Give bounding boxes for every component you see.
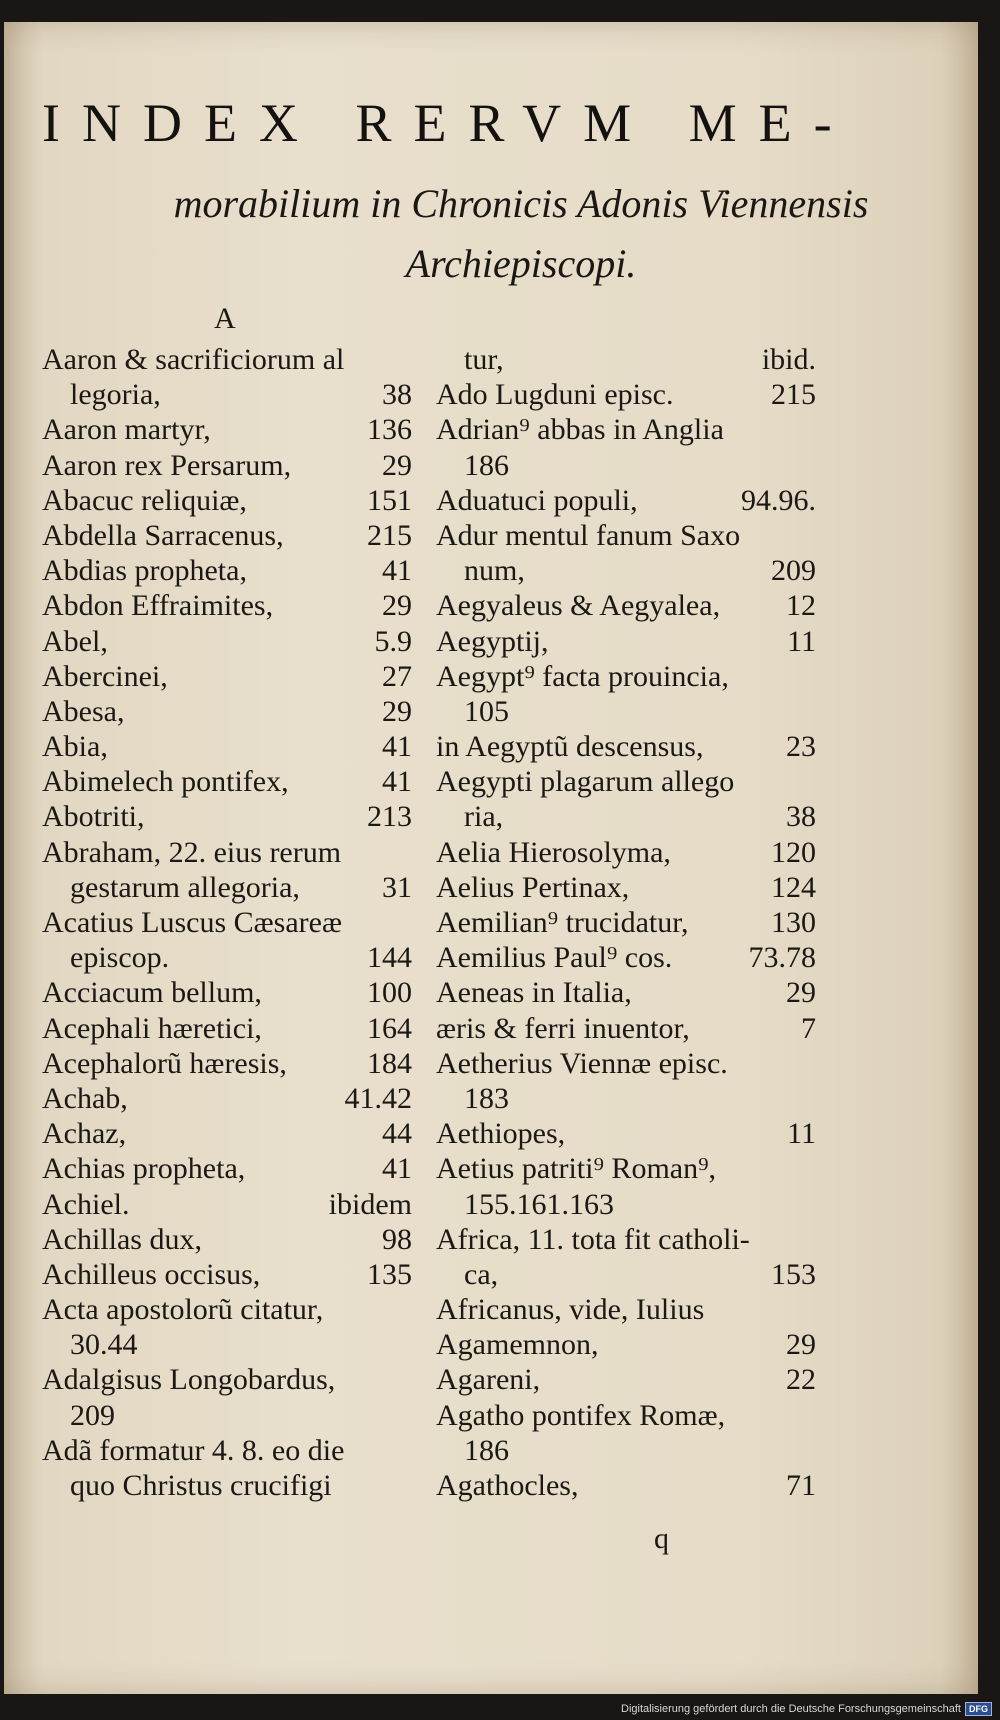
entry-page-number: 73.78 bbox=[748, 941, 816, 975]
index-entry bbox=[42, 1257, 412, 1292]
entry-page-number: 209 bbox=[771, 554, 816, 588]
index-entry bbox=[42, 975, 412, 1010]
entry-text: Aaron & sacrificiorum al bbox=[42, 343, 345, 376]
index-entry bbox=[436, 1468, 816, 1503]
left-index-column bbox=[42, 342, 412, 1503]
index-entry bbox=[42, 342, 412, 377]
book-page bbox=[4, 22, 978, 1694]
entry-text: Achias propheta, bbox=[42, 1152, 246, 1186]
index-entry bbox=[42, 448, 412, 483]
entry-page-number: 29 bbox=[382, 694, 412, 728]
index-entry bbox=[436, 799, 816, 834]
entry-text: Aegypti plagarum allego bbox=[436, 765, 735, 799]
entry-page-number bbox=[810, 764, 816, 799]
index-entry bbox=[42, 1046, 412, 1081]
entry-page-number: ibidem bbox=[328, 1187, 412, 1221]
entry-text: Acta apostolorũ citatur, bbox=[42, 1293, 324, 1327]
entry-page-number bbox=[406, 1468, 412, 1503]
entry-page-number: 151 bbox=[367, 483, 412, 517]
entry-page-number: 184 bbox=[367, 1046, 412, 1080]
entry-text: Africanus, vide, Iulius bbox=[436, 1293, 705, 1327]
index-entry bbox=[436, 1151, 816, 1186]
entry-page-number: 27 bbox=[382, 659, 412, 693]
entry-page-number: 136 bbox=[367, 413, 412, 447]
entry-text: Aelia Hierosolyma, bbox=[436, 835, 671, 869]
entry-page-number: 11 bbox=[787, 1117, 816, 1151]
index-entry bbox=[436, 1398, 816, 1433]
entry-page-number: 41 bbox=[382, 730, 412, 764]
entry-page-number bbox=[406, 1292, 412, 1327]
signature-mark: q bbox=[654, 1522, 669, 1555]
index-entry bbox=[42, 1187, 412, 1222]
entry-text: Abdias propheta, bbox=[42, 554, 247, 588]
entry-text: ca, bbox=[464, 1257, 499, 1291]
entry-page-number: 213 bbox=[367, 800, 412, 834]
entry-page-number: 144 bbox=[367, 941, 412, 975]
entry-text: Abia, bbox=[42, 730, 108, 764]
index-entry bbox=[42, 553, 412, 588]
index-entry bbox=[436, 1011, 816, 1046]
index-entry bbox=[42, 799, 412, 834]
right-index-column bbox=[436, 342, 816, 1503]
entry-text: 186 bbox=[464, 1433, 509, 1467]
index-entry bbox=[436, 940, 816, 975]
entry-page-number bbox=[810, 694, 816, 729]
entry-page-number: 120 bbox=[771, 835, 816, 869]
entry-page-number: 29 bbox=[786, 976, 816, 1010]
entry-text: Agathocles, bbox=[436, 1469, 579, 1502]
entry-page-number bbox=[406, 1433, 412, 1468]
digitization-footer bbox=[621, 1700, 992, 1718]
index-entry bbox=[42, 1292, 412, 1327]
entry-text: Abesa, bbox=[42, 694, 125, 728]
entry-page-number bbox=[810, 1398, 816, 1433]
entry-text: Aegypt⁹ facta prouincia, bbox=[436, 659, 729, 693]
index-entry bbox=[436, 1257, 816, 1292]
index-entry bbox=[436, 1187, 816, 1222]
index-entry bbox=[436, 624, 816, 659]
entry-page-number: ibid. bbox=[761, 343, 816, 376]
entry-page-number: 29 bbox=[382, 589, 412, 623]
index-entry bbox=[42, 1151, 412, 1186]
index-entry bbox=[42, 1362, 412, 1397]
entry-text: gestarum allegoria, bbox=[70, 870, 300, 904]
entry-text: Aegyaleus & Aegyalea, bbox=[436, 589, 721, 623]
entry-text: Abotriti, bbox=[42, 800, 145, 834]
entry-text: Aduatuci populi, bbox=[436, 483, 638, 517]
index-entry bbox=[42, 729, 412, 764]
entry-text: Aegyptij, bbox=[436, 624, 549, 658]
entry-page-number bbox=[810, 1433, 816, 1468]
entry-text: 186 bbox=[464, 448, 509, 482]
entry-text: Agamemnon, bbox=[436, 1328, 599, 1362]
index-entry bbox=[42, 764, 412, 799]
entry-text: Abdella Sarracenus, bbox=[42, 518, 284, 552]
entry-text: Aemilian⁹ trucidatur, bbox=[436, 906, 689, 939]
entry-text: Abraham, 22. eius rerum bbox=[42, 835, 342, 869]
entry-page-number bbox=[810, 1151, 816, 1186]
entry-text: tur, bbox=[464, 343, 504, 376]
entry-text: 183 bbox=[464, 1081, 509, 1115]
entry-text: Agatho pontifex Romæ, bbox=[436, 1398, 726, 1432]
entry-text: Aaron martyr, bbox=[42, 413, 211, 447]
entry-page-number bbox=[810, 1081, 816, 1116]
index-entry bbox=[436, 1292, 816, 1327]
entry-page-number: 135 bbox=[367, 1257, 412, 1291]
index-entry bbox=[436, 448, 816, 483]
entry-text: Agareni, bbox=[436, 1363, 541, 1397]
entry-text: Abacuc reliquiæ, bbox=[42, 483, 247, 517]
entry-text: Abdon Effraimites, bbox=[42, 589, 274, 623]
index-entry bbox=[42, 1468, 412, 1503]
entry-page-number bbox=[810, 1187, 816, 1222]
index-entry bbox=[42, 694, 412, 729]
entry-page-number: 12 bbox=[786, 589, 816, 623]
index-entry bbox=[436, 835, 816, 870]
entry-text: Aelius Pertinax, bbox=[436, 870, 630, 904]
entry-page-number: 7 bbox=[801, 1011, 816, 1045]
index-entry bbox=[42, 940, 412, 975]
entry-text: legoria, bbox=[70, 378, 161, 412]
index-entry bbox=[436, 1362, 816, 1397]
index-entry bbox=[42, 1398, 412, 1433]
entry-page-number: 41 bbox=[382, 765, 412, 799]
entry-page-number bbox=[810, 412, 816, 447]
index-entry bbox=[436, 975, 816, 1010]
entry-page-number bbox=[810, 518, 816, 553]
dfg-logo: DFG bbox=[965, 1702, 992, 1716]
index-entry bbox=[42, 412, 412, 447]
entry-page-number: 41.42 bbox=[344, 1081, 412, 1115]
index-entry bbox=[436, 588, 816, 623]
entry-page-number bbox=[810, 659, 816, 694]
entry-text: episcop. bbox=[70, 941, 170, 975]
entry-text: 30.44 bbox=[70, 1328, 138, 1362]
entry-page-number: 124 bbox=[771, 870, 816, 904]
entry-page-number bbox=[810, 1292, 816, 1327]
entry-page-number: 11 bbox=[787, 624, 816, 658]
index-entry bbox=[436, 342, 816, 377]
index-entry bbox=[436, 1222, 816, 1257]
entry-text: Africa, 11. tota fit catholi- bbox=[436, 1222, 750, 1256]
index-entry bbox=[436, 729, 816, 764]
entry-text: Acephali hæretici, bbox=[42, 1011, 262, 1045]
entry-text: ria, bbox=[464, 800, 504, 834]
index-entry bbox=[436, 659, 816, 694]
index-entry bbox=[42, 870, 412, 905]
index-entry bbox=[436, 1116, 816, 1151]
index-title: INDEX RERVM ME- bbox=[42, 93, 854, 153]
entry-page-number: 29 bbox=[382, 448, 412, 482]
index-entry bbox=[436, 764, 816, 799]
entry-text: Achilleus occisus, bbox=[42, 1257, 261, 1291]
index-entry bbox=[42, 1011, 412, 1046]
index-subtitle: morabilium in Chronicis Adonis Viennensis Archiepiscopi. bbox=[173, 181, 869, 286]
entry-page-number bbox=[810, 448, 816, 483]
index-entry bbox=[42, 1327, 412, 1362]
entry-page-number: 71 bbox=[786, 1469, 816, 1502]
index-entry bbox=[42, 1222, 412, 1257]
index-entry bbox=[436, 1081, 816, 1116]
entry-page-number bbox=[810, 1222, 816, 1257]
index-entry bbox=[42, 377, 412, 412]
entry-page-number: 22 bbox=[786, 1363, 816, 1397]
index-entry bbox=[42, 483, 412, 518]
index-entry bbox=[42, 905, 412, 940]
entry-text: Acatius Luscus Cæsareæ bbox=[42, 906, 342, 939]
entry-text: Ado Lugduni episc. bbox=[436, 378, 674, 412]
index-entry bbox=[436, 694, 816, 729]
entry-text: æris & ferri inuentor, bbox=[436, 1011, 690, 1045]
entry-text: Achillas dux, bbox=[42, 1222, 202, 1256]
entry-page-number: 215 bbox=[771, 378, 816, 412]
entry-page-number: 94.96. bbox=[741, 483, 816, 517]
entry-text: Aeneas in Italia, bbox=[436, 976, 632, 1010]
entry-text: Abimelech pontifex, bbox=[42, 765, 289, 799]
entry-page-number: 41 bbox=[382, 1152, 412, 1186]
index-entry bbox=[42, 659, 412, 694]
entry-text: Achab, bbox=[42, 1081, 128, 1115]
entry-text: Adalgisus Longobardus, bbox=[42, 1363, 336, 1397]
entry-page-number: 98 bbox=[382, 1222, 412, 1256]
entry-text: Aemilius Paul⁹ cos. bbox=[436, 941, 673, 975]
entry-page-number bbox=[406, 1362, 412, 1397]
entry-page-number bbox=[810, 1046, 816, 1081]
index-entry bbox=[42, 835, 412, 870]
index-entry bbox=[42, 518, 412, 553]
entry-text: Aethiopes, bbox=[436, 1117, 566, 1151]
index-entry bbox=[42, 1116, 412, 1151]
index-entry bbox=[436, 1433, 816, 1468]
entry-text: num, bbox=[464, 554, 525, 588]
entry-text: Achaz, bbox=[42, 1117, 127, 1151]
entry-page-number: 164 bbox=[367, 1011, 412, 1045]
entry-text: Acciacum bellum, bbox=[42, 976, 262, 1010]
entry-text: Adrian⁹ abbas in Anglia bbox=[436, 413, 724, 447]
index-entry bbox=[436, 1327, 816, 1362]
entry-page-number: 23 bbox=[786, 730, 816, 764]
index-entry bbox=[436, 412, 816, 447]
entry-text: quo Christus crucifigi bbox=[70, 1469, 332, 1502]
entry-text: Aetherius Viennæ episc. bbox=[436, 1046, 728, 1080]
index-entry bbox=[436, 905, 816, 940]
index-entry bbox=[436, 483, 816, 518]
index-entry bbox=[42, 624, 412, 659]
entry-text: Aaron rex Persarum, bbox=[42, 448, 292, 482]
index-entry bbox=[436, 553, 816, 588]
entry-page-number: 130 bbox=[771, 906, 816, 939]
index-entry bbox=[436, 518, 816, 553]
entry-page-number bbox=[406, 1398, 412, 1433]
entry-text: 105 bbox=[464, 694, 509, 728]
entry-page-number: 5.9 bbox=[374, 624, 412, 658]
section-letter: A bbox=[214, 302, 236, 335]
entry-text: Achiel. bbox=[42, 1187, 130, 1221]
footer-text: Digitalisierung gefördert durch die Deutsche Forschungsgemeinschaft bbox=[621, 1703, 961, 1715]
entry-text: in Aegyptũ descensus, bbox=[436, 730, 704, 764]
entry-text: Adã formatur 4. 8. eo die bbox=[42, 1433, 345, 1467]
entry-text: Abercinei, bbox=[42, 659, 168, 693]
index-entry bbox=[436, 870, 816, 905]
index-entry bbox=[436, 377, 816, 412]
entry-page-number: 153 bbox=[771, 1257, 816, 1291]
entry-page-number: 29 bbox=[786, 1328, 816, 1362]
index-entry bbox=[436, 1046, 816, 1081]
entry-page-number: 44 bbox=[382, 1117, 412, 1151]
index-entry bbox=[42, 1081, 412, 1116]
entry-text: Abel, bbox=[42, 624, 108, 658]
entry-page-number: 215 bbox=[367, 518, 412, 552]
entry-page-number: 38 bbox=[382, 378, 412, 412]
entry-text: Adur mentul fanum Saxo bbox=[436, 518, 741, 552]
entry-text: 155.161.163 bbox=[464, 1187, 614, 1221]
entry-page-number bbox=[406, 905, 412, 940]
entry-text: Aetius patriti⁹ Roman⁹, bbox=[436, 1152, 717, 1186]
entry-page-number: 31 bbox=[382, 870, 412, 904]
entry-page-number: 38 bbox=[786, 800, 816, 834]
index-entry bbox=[42, 1433, 412, 1468]
entry-text: Acephalorũ hæresis, bbox=[42, 1046, 287, 1080]
entry-page-number bbox=[406, 342, 412, 377]
entry-page-number: 41 bbox=[382, 554, 412, 588]
index-entry bbox=[42, 588, 412, 623]
entry-text: 209 bbox=[70, 1398, 115, 1432]
entry-page-number bbox=[406, 835, 412, 870]
entry-page-number bbox=[406, 1327, 412, 1362]
entry-page-number: 100 bbox=[367, 976, 412, 1010]
